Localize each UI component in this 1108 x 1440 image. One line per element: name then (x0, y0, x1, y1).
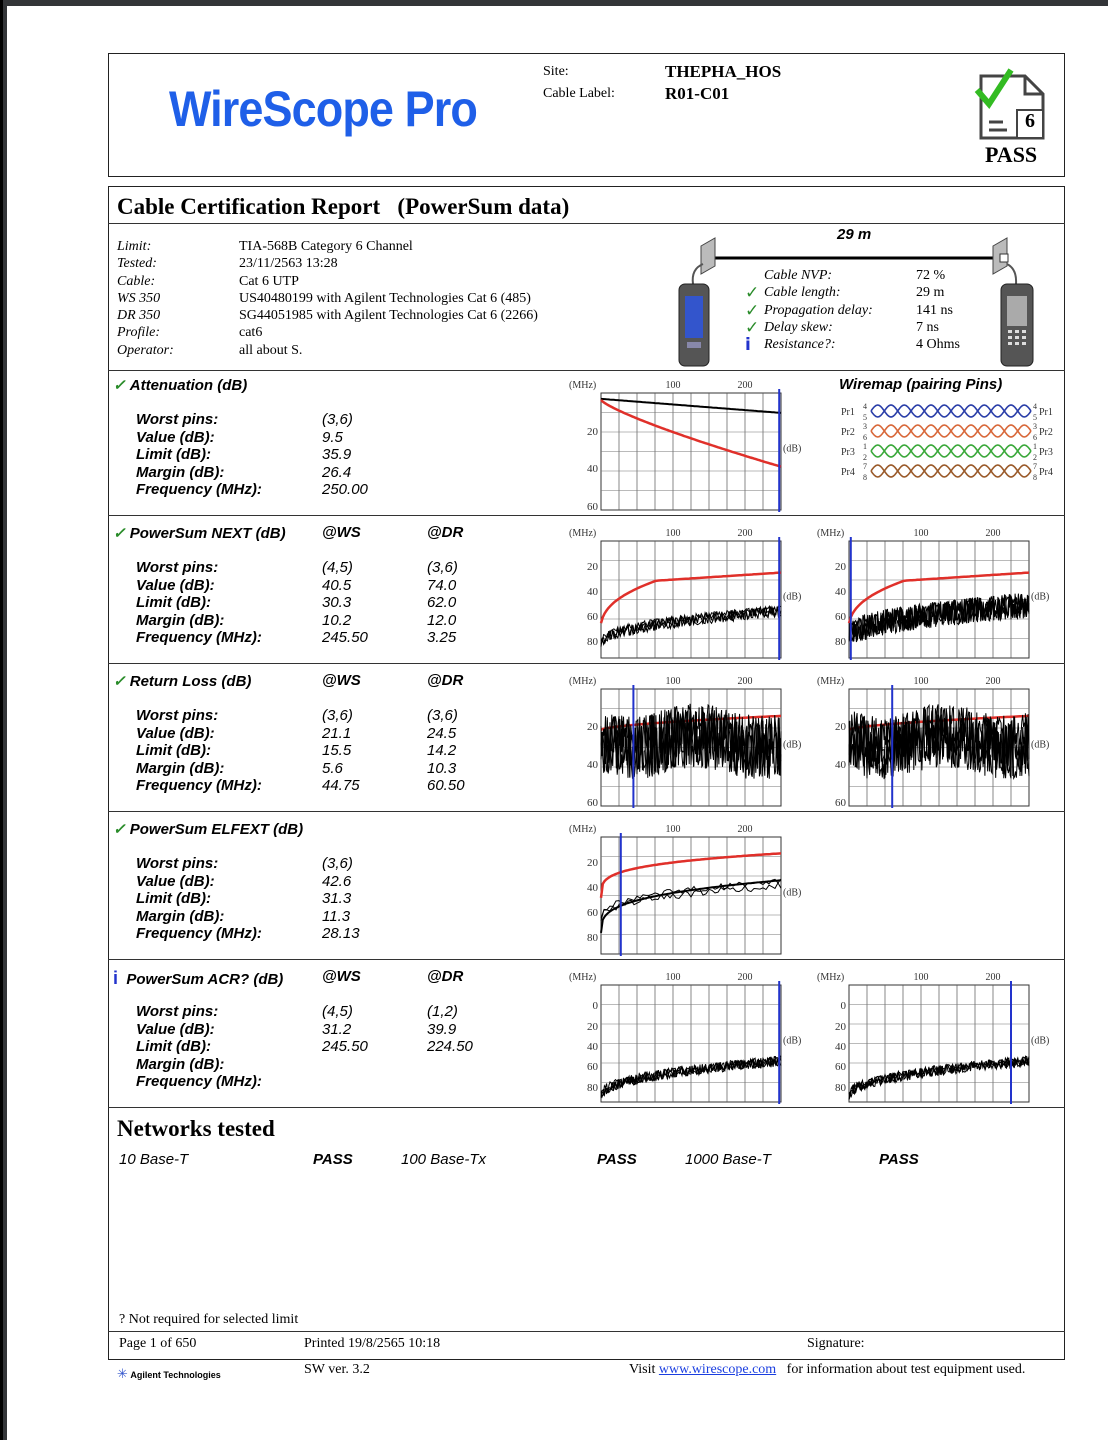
next-dr-header: @DR (427, 524, 464, 541)
y-tick-label: 60 (587, 907, 598, 919)
spark-icon: ✳ (117, 1366, 128, 1381)
network-1000-result: PASS (879, 1151, 919, 1168)
pin-label: 2 (1033, 453, 1037, 462)
pair-right-label: Pr4 (1039, 467, 1053, 478)
property-value: 4 Ohms (916, 337, 960, 353)
network-10-result: PASS (313, 1151, 353, 1168)
wiremap-diagram (835, 394, 1060, 480)
pin-label: 1 (863, 442, 867, 451)
network-1000-name: 1000 Base-T (685, 1151, 771, 1168)
property-label: Cable NVP: (764, 268, 833, 283)
mhz-label: (MHz) (817, 972, 845, 983)
y-tick-label: 40 (587, 586, 598, 598)
property-row (741, 268, 981, 285)
x-tick-label: 100 (665, 380, 681, 391)
visit-line: Visit www.wirescope.com for information about test equipment used. (629, 1362, 1026, 1377)
mhz-label: (MHz) (569, 528, 597, 539)
info-label: Tested: (117, 256, 157, 272)
rl-ws-chart (567, 672, 817, 808)
y-tick-label: 20 (835, 721, 846, 733)
rl-dr-values: (3,6) 24.5 14.2 10.3 60.50 (427, 707, 465, 794)
y-tick-label: 0 (592, 1000, 598, 1012)
y-tick-label: 40 (835, 1041, 846, 1053)
mhz-label: (MHz) (817, 528, 845, 539)
page-number: Page 1 of 650 (119, 1336, 197, 1351)
info-value: cat6 (239, 325, 263, 341)
y-tick-label: 80 (835, 636, 846, 648)
next-ws-values: (4,5) 40.5 30.3 10.2 245.50 (322, 559, 368, 646)
pin-label: 3 (863, 422, 867, 431)
property-label: Resistance?: (764, 337, 836, 353)
result-status: PASS (985, 142, 1038, 167)
company-logo: ✳ Agilent Technologies (117, 1366, 221, 1381)
x-tick-label: 100 (665, 676, 681, 687)
logo: WireScope Pro (169, 81, 477, 137)
pin-label: 5 (1033, 413, 1037, 422)
acr-title: i PowerSum ACR? (dB) (113, 968, 284, 988)
info-label: Operator: (117, 342, 174, 358)
y-tick-label: 40 (587, 759, 598, 771)
x-tick-label: 100 (913, 972, 929, 983)
property-value: 141 ns (916, 302, 953, 318)
x-tick-label: 100 (913, 528, 929, 539)
y-tick-label: 80 (835, 1082, 846, 1094)
return-loss-title: ✓ Return Loss (dB) (113, 673, 252, 690)
info-value: TIA-568B Category 6 Channel (239, 239, 413, 254)
next-ws-header: @WS (322, 524, 361, 541)
y-tick-label: 40 (835, 759, 846, 771)
x-tick-label: 200 (737, 972, 753, 983)
y-tick-label: 40 (587, 882, 598, 894)
attenuation-title: ✓ Attenuation (dB) (113, 377, 248, 394)
site-label: Site: (543, 64, 569, 79)
mhz-label: (MHz) (569, 676, 597, 687)
pin-label: 8 (863, 473, 867, 480)
db-label: (dB) (1031, 739, 1050, 751)
db-label: (dB) (783, 1035, 802, 1047)
x-tick-label: 200 (737, 380, 753, 391)
pin-label: 8 (1033, 473, 1037, 480)
y-tick-label: 60 (587, 1061, 598, 1073)
x-tick-label: 100 (665, 528, 681, 539)
check-icon: ✓ (745, 283, 760, 304)
rl-ws-values: (3,6) 21.1 15.5 5.6 44.75 (322, 707, 360, 794)
pair-left-label: Pr3 (841, 447, 855, 458)
cable-properties (741, 268, 981, 354)
property-label: Propagation delay: (764, 302, 873, 318)
pair-right-label: Pr3 (1039, 447, 1053, 458)
x-tick-label: 200 (985, 676, 1001, 687)
mhz-label: (MHz) (569, 380, 597, 391)
site-value: THEPHA_HOS (665, 62, 782, 81)
y-tick-label: 60 (587, 501, 598, 512)
pin-label: 4 (863, 402, 867, 411)
y-tick-label: 20 (835, 1021, 846, 1033)
property-row (741, 317, 981, 338)
info-label: Cable: (117, 273, 156, 289)
rl-dr-chart (815, 672, 1065, 808)
property-row (741, 300, 981, 321)
db-label: (dB) (783, 443, 802, 455)
info-labels (117, 238, 174, 359)
x-tick-label: 100 (913, 676, 929, 687)
x-tick-label: 100 (665, 824, 681, 835)
acr-dr-chart (815, 968, 1065, 1104)
cable-length-label: 29 m (837, 226, 872, 243)
acr-dr-values: (1,2) 39.9 224.50 (427, 1003, 473, 1055)
acr-dr-header: @DR (427, 968, 464, 985)
y-tick-label: 80 (587, 1082, 598, 1094)
pin-label: 7 (863, 462, 867, 471)
pair-left-label: Pr4 (841, 467, 855, 478)
pin-label: 4 (1033, 402, 1037, 411)
pass-document-icon (973, 68, 1048, 140)
pin-label: 6 (863, 433, 867, 442)
rl-dr-header: @DR (427, 672, 464, 689)
y-tick-label: 60 (587, 797, 598, 808)
acr-ws-header: @WS (322, 968, 361, 985)
y-tick-label: 80 (587, 932, 598, 944)
property-row (741, 337, 981, 354)
y-tick-label: 40 (587, 1041, 598, 1053)
db-label: (dB) (783, 887, 802, 899)
mhz-label: (MHz) (569, 972, 597, 983)
attenuation-values: (3,6) 9.5 35.9 26.4 250.00 (322, 411, 368, 498)
y-tick-label: 20 (587, 857, 598, 869)
pin-label: 3 (1033, 422, 1037, 431)
pin-label: 1 (1033, 442, 1037, 451)
attenuation-chart (567, 376, 817, 512)
pass-badge-number: 6 (1025, 110, 1035, 132)
pair-right-label: Pr2 (1039, 427, 1053, 438)
info-value: SG44051985 with Agilent Technologies Cat 6 (2266) (239, 308, 538, 324)
info-label: Limit: (117, 239, 152, 254)
info-value: all about S. (239, 342, 303, 358)
elfext-title: ✓ PowerSum ELFEXT (dB) (113, 821, 304, 838)
y-tick-label: 20 (835, 561, 846, 573)
x-tick-label: 200 (737, 824, 753, 835)
db-label: (dB) (1031, 591, 1050, 603)
x-tick-label: 200 (985, 528, 1001, 539)
property-row (741, 285, 981, 302)
property-value: 72 % (916, 268, 946, 283)
printed-date: Printed 19/8/2565 10:18 (304, 1336, 441, 1351)
info-label: DR 350 (117, 308, 161, 324)
mhz-label: (MHz) (817, 676, 845, 687)
info-label: Profile: (117, 325, 161, 341)
acr-ws-values: (4,5) 31.2 245.50 (322, 1003, 368, 1055)
y-tick-label: 60 (835, 1061, 846, 1073)
rl-labels: Worst pins: Value (dB): Limit (dB): Margin (dB): Frequency (MHz): (136, 707, 262, 794)
db-label: (dB) (1031, 1035, 1050, 1047)
rl-ws-header: @WS (322, 672, 361, 689)
y-tick-label: 60 (835, 611, 846, 623)
software-version: SW ver. 3.2 (304, 1362, 370, 1377)
y-tick-label: 0 (840, 1000, 846, 1012)
wirescope-link[interactable]: www.wirescope.com (658, 1362, 777, 1377)
y-tick-label: 20 (587, 561, 598, 573)
network-100-name: 100 Base-Tx (401, 1151, 487, 1168)
networks-title: Networks tested (117, 1116, 275, 1141)
info-value: US40480199 with Agilent Technologies Cat 6 (485) (239, 290, 531, 306)
acr-ws-chart (567, 968, 817, 1104)
y-tick-label: 20 (587, 426, 598, 438)
check-icon: ✓ (745, 317, 760, 338)
pair-left-label: Pr1 (841, 407, 855, 418)
elfext-labels: Worst pins: Value (dB): Limit (dB): Margin (dB): Frequency (MHz): (136, 855, 262, 942)
next-ws-chart (567, 524, 817, 660)
next-title: ✓ PowerSum NEXT (dB) (113, 525, 286, 542)
y-tick-label: 80 (587, 636, 598, 648)
next-dr-values: (3,6) 74.0 62.0 12.0 3.25 (427, 559, 458, 646)
wiremap-title: Wiremap (pairing Pins) (839, 376, 1003, 393)
mhz-label: (MHz) (569, 824, 597, 835)
db-label: (dB) (783, 591, 802, 603)
db-label: (dB) (783, 739, 802, 751)
pin-label: 7 (1033, 462, 1037, 471)
pin-label: 2 (863, 453, 867, 462)
x-tick-label: 200 (737, 676, 753, 687)
footnote: ? Not required for selected limit (119, 1312, 299, 1327)
property-label: Delay skew: (764, 319, 833, 335)
property-value: 7 ns (916, 319, 939, 335)
cable-label-label: Cable Label: (543, 86, 615, 101)
next-dr-chart (815, 524, 1065, 660)
network-10-name: 10 Base-T (119, 1151, 189, 1168)
check-icon: ✓ (745, 300, 760, 321)
pin-label: 5 (863, 413, 867, 422)
y-tick-label: 20 (587, 721, 598, 733)
elfext-values: (3,6) 42.6 31.3 11.3 28.13 (322, 855, 360, 942)
x-tick-label: 200 (737, 528, 753, 539)
y-tick-label: 20 (587, 1021, 598, 1033)
info-value: 23/11/2563 13:28 (239, 256, 338, 272)
elfext-chart (567, 820, 817, 956)
info-label: WS 350 (117, 290, 161, 306)
report-title: Cable Certification Report (PowerSum data) (117, 194, 570, 219)
network-100-result: PASS (597, 1151, 637, 1168)
info-value: Cat 6 UTP (239, 273, 299, 289)
info-icon: i (745, 335, 751, 356)
property-label: Cable length: (764, 285, 841, 301)
cable-label-value: R01-C01 (665, 84, 730, 103)
pair-right-label: Pr1 (1039, 407, 1053, 418)
report-sheet (7, 6, 1108, 1440)
acr-labels: Worst pins: Value (dB): Limit (dB): Margin (dB): Frequency (MHz): (136, 1003, 262, 1090)
x-tick-label: 200 (985, 972, 1001, 983)
y-tick-label: 60 (587, 611, 598, 623)
pin-label: 6 (1033, 433, 1037, 442)
property-value: 29 m (916, 285, 945, 301)
next-labels: Worst pins: Value (dB): Limit (dB): Margin (dB): Frequency (MHz): (136, 559, 262, 646)
attenuation-labels: Worst pins: Value (dB): Limit (dB): Margin (dB): Frequency (MHz): (136, 411, 262, 498)
info-values (239, 238, 538, 359)
x-tick-label: 100 (665, 972, 681, 983)
y-tick-label: 60 (835, 797, 846, 808)
pair-left-label: Pr2 (841, 427, 855, 438)
signature-label: Signature: (807, 1336, 865, 1351)
y-tick-label: 40 (835, 586, 846, 598)
y-tick-label: 40 (587, 463, 598, 475)
